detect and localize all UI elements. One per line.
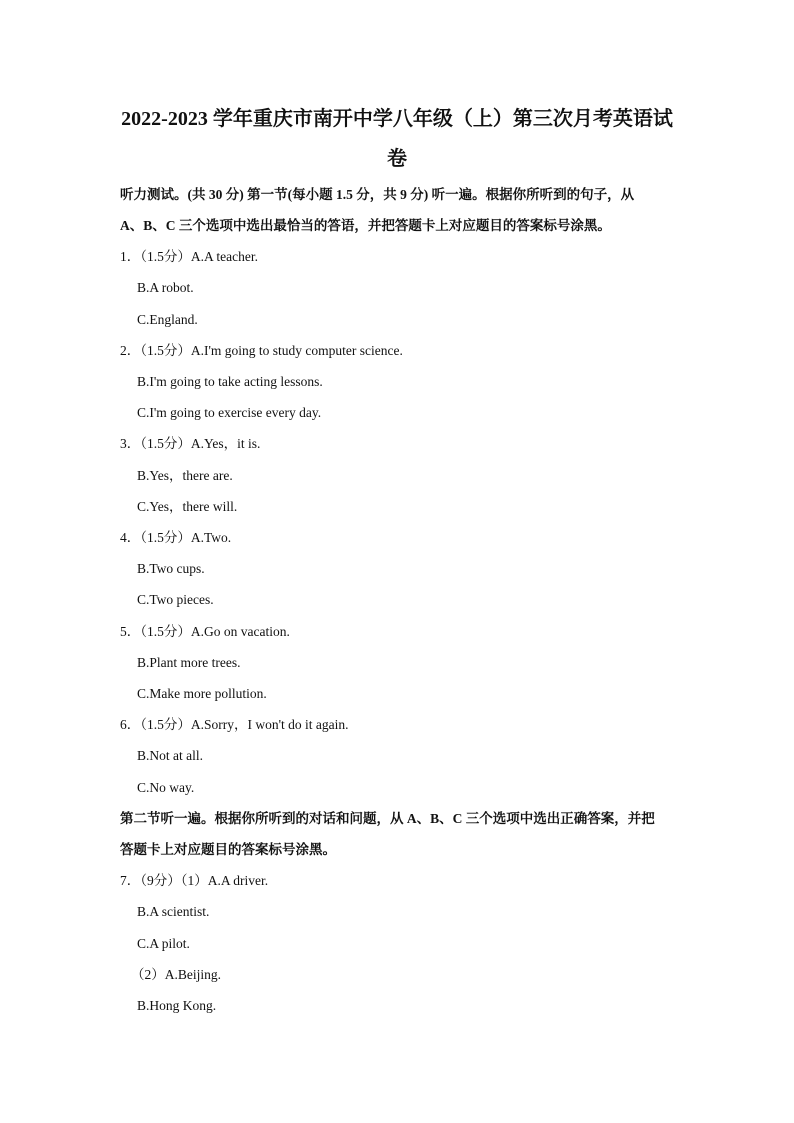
section2-intro-line1: 第二节听一遍。根据你所听到的对话和问题，从 A、B、C 三个选项中选出正确答案，并把	[120, 811, 655, 826]
question-5-stem: 5．（1.5分）A.Go on vacation.	[120, 624, 290, 639]
section1-intro-line2: A、B、C 三个选项中选出最恰当的答语，并把答题卡上对应题目的答案标号涂黑。	[120, 218, 611, 233]
question-3-option-c: C.Yes，there will.	[137, 499, 238, 514]
question-7-1-option-c: C.A pilot.	[137, 936, 190, 951]
question-6-option-c: C.No way.	[137, 780, 195, 795]
question-2-stem: 2．（1.5分）A.I'm going to study computer science.	[120, 343, 403, 358]
question-3-option-b: B.Yes，there are.	[137, 468, 233, 483]
question-5-option-b: B.Plant more trees.	[137, 655, 241, 670]
question-1-option-c: C.England.	[137, 312, 198, 327]
section1-intro-line1: 听力测试。(共 30 分) 第一节(每小题 1.5 分，共 9 分) 听一遍。根据你所听到的句子，从	[120, 187, 635, 202]
question-2-option-c: C.I'm going to exercise every day.	[137, 405, 322, 420]
question-6-option-b: B.Not at all.	[137, 748, 203, 763]
section2-intro-line2: 答题卡上对应题目的答案标号涂黑。	[120, 842, 336, 857]
question-6-stem: 6．（1.5分）A.Sorry，I won't do it again.	[120, 717, 349, 732]
question-4-option-c: C.Two pieces.	[137, 592, 214, 607]
question-4-stem: 4．（1.5分）A.Two.	[120, 530, 232, 545]
exam-title-line2: 卷	[387, 148, 407, 170]
exam-title-line1: 2022-2023 学年重庆市南开中学八年级（上）第三次月考英语试	[121, 108, 673, 130]
question-3-stem: 3．（1.5分）A.Yes，it is.	[120, 436, 261, 451]
question-7-2-stem: （2）A.Beijing.	[131, 967, 221, 982]
question-4-option-b: B.Two cups.	[137, 561, 205, 576]
question-7-1-option-b: B.A scientist.	[137, 904, 210, 919]
question-7-stem: 7．（9分）（1）A.A driver.	[120, 873, 269, 888]
question-2-option-b: B.I'm going to take acting lessons.	[137, 374, 323, 389]
question-7-2-option-b: B.Hong Kong.	[137, 998, 217, 1013]
question-1-option-b: B.A robot.	[137, 280, 194, 295]
question-1-stem: 1．（1.5分）A.A teacher.	[120, 249, 258, 264]
question-5-option-c: C.Make more pollution.	[137, 686, 267, 701]
